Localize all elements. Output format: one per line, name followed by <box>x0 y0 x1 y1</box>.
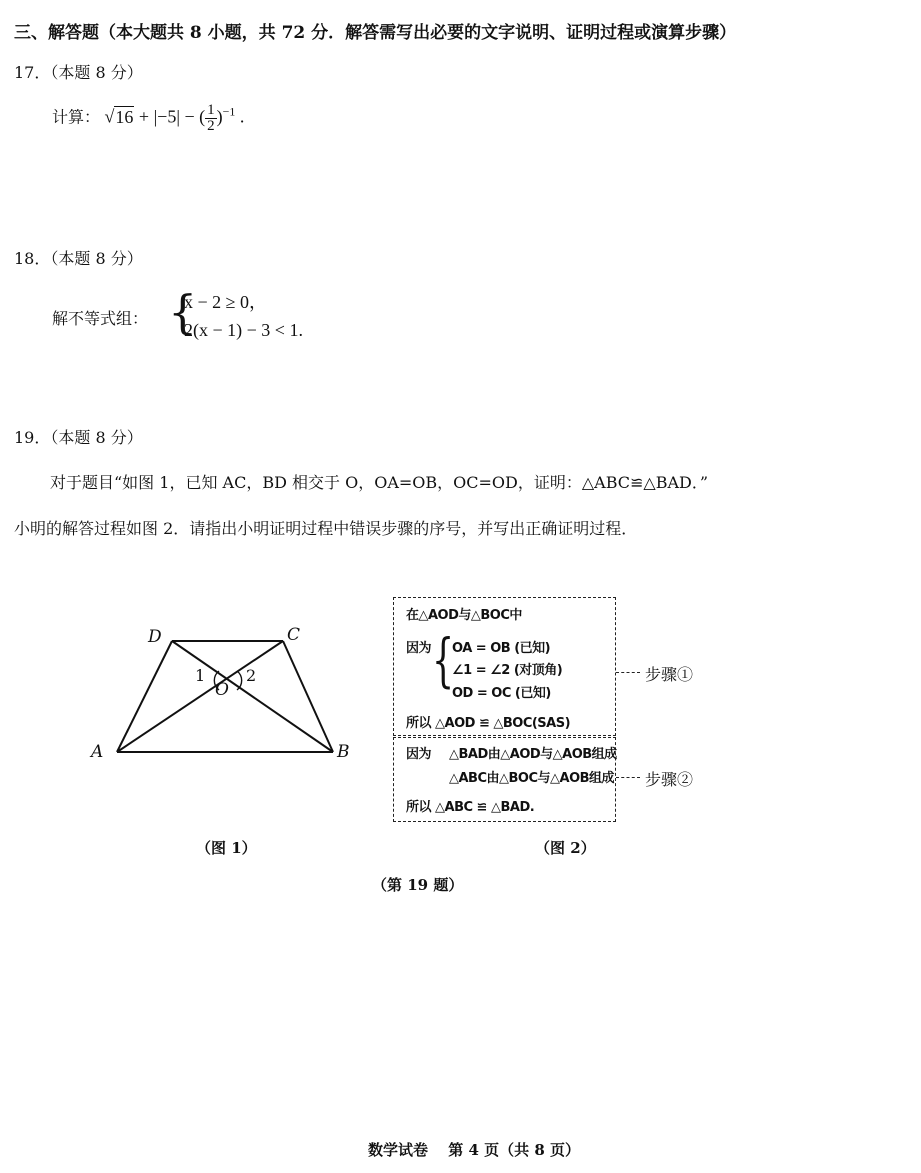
proof-because2: 因为 <box>406 747 432 762</box>
q17-end: . <box>239 106 245 127</box>
question-caption: （第 19 题） <box>372 876 464 894</box>
q17-expression <box>52 103 244 143</box>
label-angle1: 1 <box>195 666 206 685</box>
step1-pointer <box>616 672 640 673</box>
q19-line1: 对于题目“如图 1，已知 AC，BD 相交于 O，OA=OB，OC=OD，证明：△ABC≌△BAD．” <box>50 473 709 492</box>
proof-line4: OD = OC (已知) <box>452 686 551 701</box>
system-brace: { <box>168 285 198 339</box>
abs-right-bar: | <box>176 106 180 127</box>
frac-numerator: 1 <box>207 102 215 118</box>
page-footer: 数学试卷 第 4 页（共 8 页） <box>368 1141 580 1159</box>
label-o: O <box>215 680 229 700</box>
paren-left: ( <box>199 106 206 127</box>
step2-label: 步骤② <box>645 770 694 789</box>
q18-line1: x − 2 ≥ 0， <box>184 292 268 312</box>
q17-minus: − <box>184 106 195 127</box>
q17-fraction <box>205 103 217 134</box>
q17-radicand: 16 <box>115 106 134 127</box>
step2-pointer <box>616 777 640 778</box>
q17-plus: + <box>138 106 150 127</box>
proof-brace: { <box>432 626 455 694</box>
label-b: B <box>337 742 350 762</box>
label-d: D <box>148 627 162 647</box>
proof-because1: 因为 <box>406 641 432 656</box>
paren-right: ) <box>216 106 223 127</box>
proof-line7: △ABC由△BOC与△AOB组成 <box>449 771 615 786</box>
frac-denominator: 2 <box>207 118 215 134</box>
proof-line1: 在△AOD与△BOC中 <box>406 608 522 623</box>
proof-line3: ∠1 = ∠2 (对顶角) <box>452 663 563 678</box>
step1-label: 步骤① <box>645 665 694 684</box>
label-angle2: 2 <box>246 666 257 685</box>
q19-line2: 小明的解答过程如图 2．请指出小明证明过程中错误步骤的序号，并写出正确证明过程． <box>14 519 638 538</box>
proof-line6: △BAD由△AOD与△AOB组成 <box>449 747 617 762</box>
q17-abs-value: −5 <box>157 106 177 127</box>
q17-number: 17．（本题 8 分） <box>14 63 143 82</box>
segment-ac <box>117 641 283 752</box>
label-c: C <box>287 625 301 645</box>
sqrt-symbol: √ <box>104 106 115 127</box>
q18-line2: 2(x − 1) − 3 < 1. <box>184 320 303 340</box>
q17-exponent: −1 <box>222 104 236 119</box>
segment-ad <box>117 641 172 752</box>
proof-line2: OA = OB (已知) <box>452 641 551 656</box>
q19-number: 19．（本题 8 分） <box>14 428 143 447</box>
proof-line5: 所以 △AOD ≌ △BOC(SAS) <box>406 716 571 731</box>
section-header: 三、解答题（本大题共 8 小题，共 72 分．解答需写出必要的文字说明、证明过程或演算步骤） <box>14 23 737 43</box>
abs-left-bar: | <box>153 106 158 127</box>
figure2-caption: （图 2） <box>535 839 596 857</box>
q17-prompt: 计算： <box>52 107 101 127</box>
q18-number: 18．（本题 8 分） <box>14 249 143 268</box>
proof-line8: 所以 △ABC ≌ △BAD. <box>406 800 535 815</box>
figure1-caption: （图 1） <box>196 839 257 857</box>
q18-prompt: 解不等式组： <box>52 309 149 328</box>
label-a: A <box>91 742 104 762</box>
